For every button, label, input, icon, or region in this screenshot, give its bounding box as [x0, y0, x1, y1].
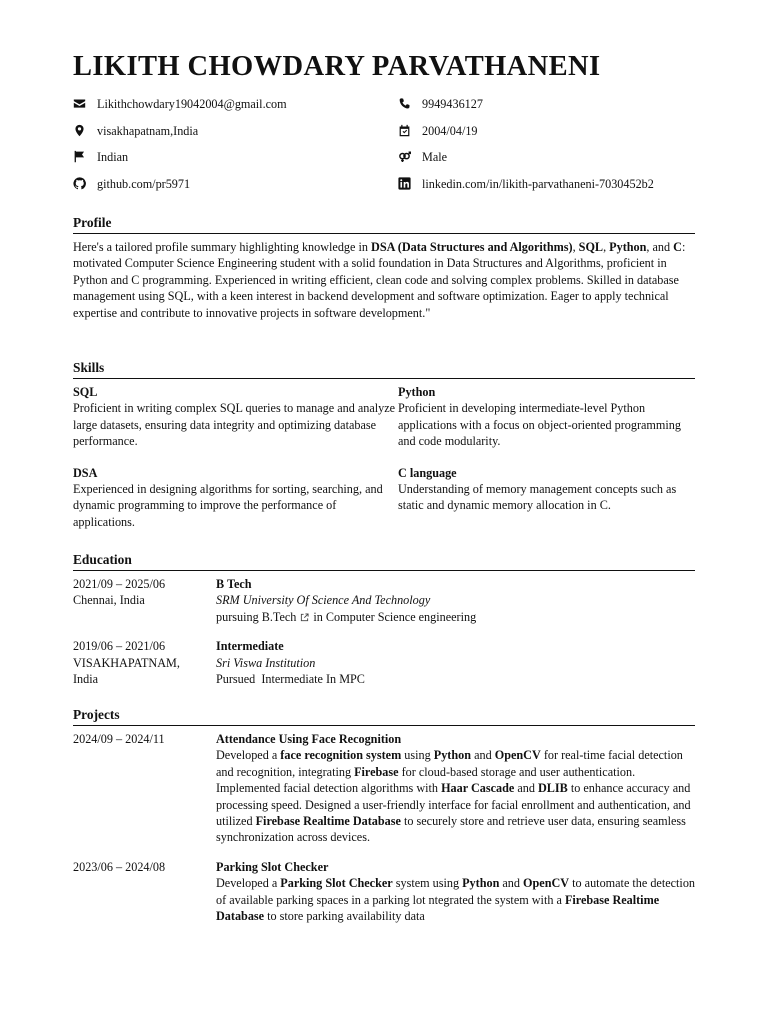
text: to store parking availability data: [264, 909, 425, 924]
contact-linkedin[interactable]: linkedin.com/in/likith-parvathaneni-7030452b2: [398, 176, 654, 203]
section-title: Projects: [73, 706, 695, 726]
text: and: [514, 781, 538, 796]
education-dates: 2021/09 – 2025/06: [73, 577, 166, 591]
bold-text: Python: [462, 876, 500, 891]
degree-title: Intermediate: [216, 639, 284, 654]
skills-section: [73, 359, 695, 530]
education-location: VISAKHAPATNAM, India: [73, 655, 180, 687]
skills-grid: [73, 384, 695, 530]
text: :: [681, 240, 686, 254]
bold-text: OpenCV: [523, 876, 570, 891]
bold-text: Firebase Realtime Database: [216, 892, 660, 924]
text: for cloud-based storage and user authentication. Implemented facial detection algorithms with: [216, 764, 636, 796]
contact-row: [73, 176, 695, 203]
bold-text: Parking Slot Checker: [280, 876, 393, 891]
section-title: Education: [73, 551, 695, 571]
skill-name: SQL: [73, 385, 98, 399]
text: Developed a: [216, 876, 281, 891]
education-dates: 2019/06 – 2021/06: [73, 639, 166, 654]
bold-text: Python: [433, 748, 472, 763]
bold-text: Haar Cascade: [441, 781, 515, 796]
project-dates: 2023/06 – 2024/08: [73, 859, 166, 874]
contact-info: [73, 96, 695, 202]
education-note: Pursued Intermediate In MPC: [216, 672, 365, 687]
skill-item: [73, 465, 398, 531]
text: using: [401, 748, 434, 763]
section-title: Profile: [73, 214, 695, 234]
contact-email[interactable]: Likithchowdary19042004@gmail.com: [73, 96, 398, 123]
location-pin-icon: [73, 124, 86, 137]
text: to securely store and retrieve user data, ensuring seamless synchronization across devices.: [216, 814, 686, 845]
degree-title: B Tech: [216, 577, 252, 591]
skill-item: [398, 465, 695, 531]
linkedin-icon: [398, 177, 411, 190]
contact-location: visakhapatnam,India: [73, 123, 398, 150]
github-icon: [73, 177, 86, 190]
contact-row: [73, 96, 695, 123]
contact-birthdate: 2004/04/19: [398, 123, 478, 150]
phone-icon: [398, 97, 411, 110]
contact-nationality: Indian: [73, 149, 398, 176]
contact-row: [73, 123, 695, 150]
skill-description: Experienced in designing algorithms for sorting, searching, and dynamic programming to improve the performance of applications.: [73, 482, 383, 529]
contact-gender: Male: [398, 149, 447, 176]
skill-item: [398, 384, 695, 450]
education-entry: [73, 638, 695, 687]
section-title: Skills: [73, 359, 695, 379]
bold-text: Python: [609, 240, 647, 254]
skill-name: C language: [398, 465, 457, 480]
contact-github[interactable]: github.com/pr5971: [73, 176, 398, 203]
text: and: [499, 876, 524, 891]
text: Developed a: [216, 748, 281, 763]
project-description: [216, 875, 695, 924]
text: ,: [572, 240, 579, 254]
candidate-name: LIKITH CHOWDARY PARVATHANENI: [73, 51, 601, 82]
skill-description: Proficient in writing complex SQL queries to manage and analyze large datasets, ensuring data integrity and optimizing database performance.: [73, 401, 396, 449]
bold-text: SQL: [578, 240, 604, 254]
text: to enhance accuracy and processing speed. Designed a user-friendly interface for facial enrollment and authentication, and utilized: [216, 781, 691, 829]
project-description: [216, 747, 695, 845]
skill-description: Understanding of memory management concepts such as static and dynamic memory allocation in C.: [398, 482, 677, 513]
projects-section: [73, 706, 695, 937]
skill-name: DSA: [73, 465, 98, 480]
project-title: Parking Slot Checker: [216, 859, 329, 874]
education-section: [73, 551, 695, 700]
contact-row: [73, 149, 695, 176]
bold-text: face recognition system: [280, 748, 402, 763]
bold-text: DLIB: [538, 781, 568, 796]
skill-name: Python: [398, 385, 436, 399]
school-name: Sri Viswa Institution: [216, 655, 316, 670]
calendar-icon: [398, 124, 411, 137]
text: Here's a tailored profile summary highlighting knowledge in: [73, 240, 372, 254]
profile-intro: [73, 240, 685, 254]
text: ,: [603, 240, 610, 254]
bold-text: C: [673, 240, 682, 254]
external-link-icon[interactable]: [300, 613, 309, 622]
project-title: Attendance Using Face Recognition: [216, 732, 402, 746]
envelope-icon: [73, 97, 86, 110]
text: system using: [392, 876, 463, 891]
contact-phone[interactable]: 9949436127: [398, 96, 483, 123]
education-entry: [73, 576, 695, 625]
school-name: SRM University Of Science And Technology: [216, 593, 431, 608]
education-note: pursuing B.Tech in Computer Science engineering: [216, 609, 477, 624]
bold-text: DSA (Data Structures and Algorithms): [371, 240, 573, 254]
profile-section: [73, 214, 695, 321]
project-entry: [73, 731, 695, 846]
text: and: [471, 748, 495, 763]
flag-icon: [73, 150, 86, 163]
skill-description: Proficient in developing intermediate-level Python applications with a focus on object-oriented programming and code modularity.: [398, 401, 681, 449]
bold-text: Firebase Realtime Database: [255, 814, 401, 829]
gender-icon: [398, 150, 411, 163]
project-dates: 2024/09 – 2024/11: [73, 732, 165, 746]
bold-text: Firebase: [354, 764, 399, 779]
bold-text: OpenCV: [494, 748, 541, 763]
profile-summary: [73, 239, 695, 321]
text: , and: [646, 240, 674, 254]
skill-item: [73, 384, 398, 450]
education-location: Chennai, India: [73, 593, 145, 608]
profile-body: motivated Computer Science Engineering student with a solid foundation in Data Structures and Algorithms, proficient in Python and C programming. Experienced in writing efficient, clean code and solving complex problems. Skilled in database management using SQL, with a keen interest in backend development and software optimization. Eager to apply technical expertise and contribute to innovative projects in software development.": [73, 256, 679, 320]
project-entry: [73, 859, 695, 925]
text: for real-time facial detection and recognition, integrating: [216, 748, 683, 779]
text: to automate the detection of available parking spaces in a parking lot ntegrated the system with a: [216, 876, 696, 907]
